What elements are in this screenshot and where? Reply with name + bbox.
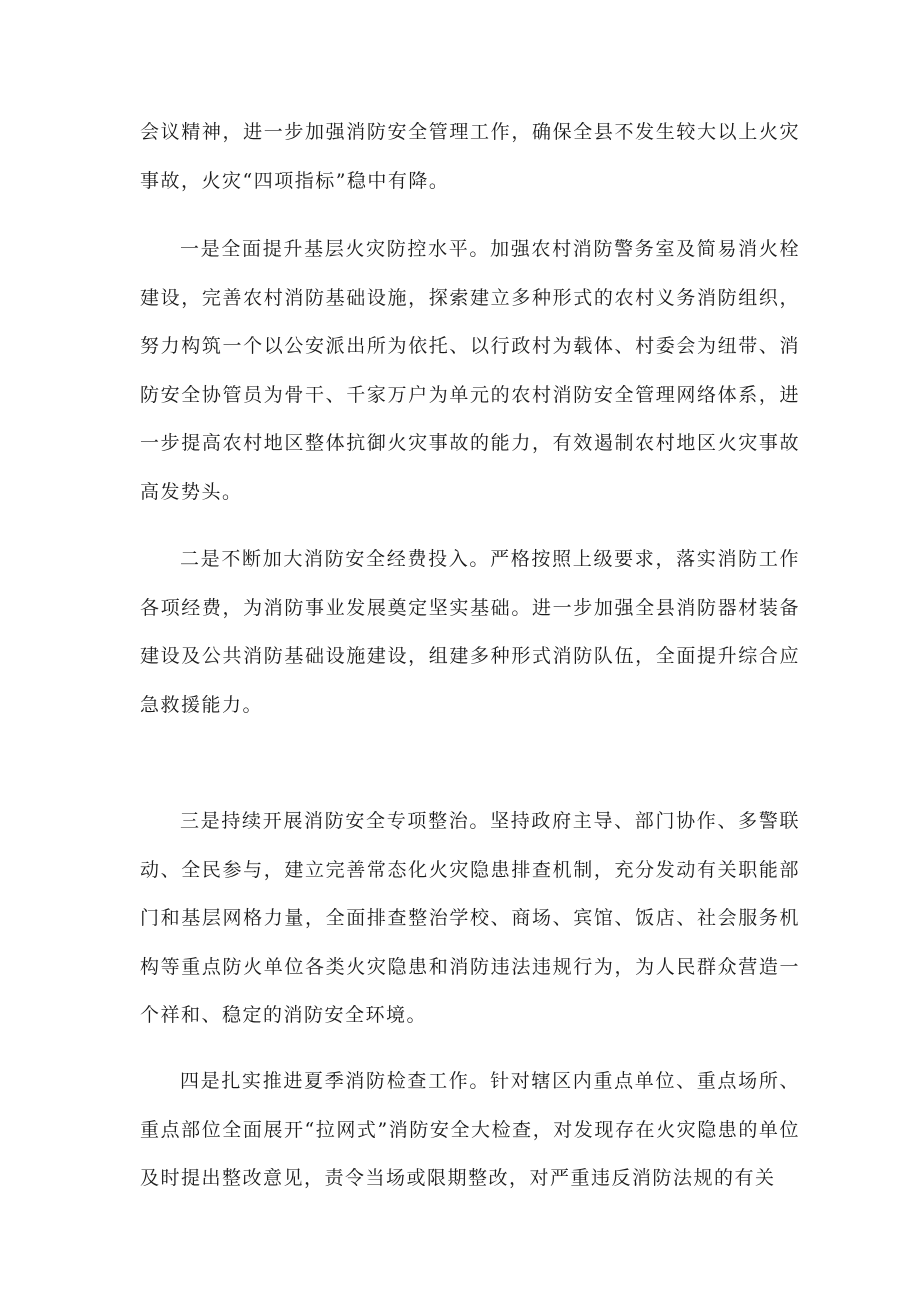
paragraph-special-rectification: 三是持续开展消防安全专项整治。坚持政府主导、部门协作、多警联动、全民参与，建立完善常态化火灾隐患排查机制，充分发动有关职能部门和基层网格力量，全面排查整治学校、商场、宾馆、饭店、社会服务机构等重点防火单位各类火灾隐患和消防违法违规行为，为人民群众营造一个祥和、稳定的消防安全环境。 [140,810,800,1027]
paragraph-summer-inspection: 四是扎实推进夏季消防检查工作。针对辖区内重点单位、重点场所、重点部位全面展开“拉网式”消防安全大检查，对发现存在火灾隐患的单位及时提出整改意见，责令当场或限期整改，对严重违反消防法规的有关 [140,1070,800,1190]
paragraph-fire-funding: 二是不断加大消防安全经费投入。严格按照上级要求，落实消防工作各项经费，为消防事业发展奠定坚实基础。进一步加强全县消防器材装备建设及公共消防基础设施建设，组建多种形式消防队伍，全面提升综合应急救援能力。 [140,548,800,716]
paragraph-continuation: 会议精神，进一步加强消防安全管理工作，确保全县不发生较大以上火灾事故，火灾“四项指标”稳中有降。 [140,121,800,192]
paragraph-rural-fire-control: 一是全面提升基层火灾防控水平。加强农村消防警务室及简易消火栓建设，完善农村消防基础设施，探索建立多种形式的农村义务消防组织，努力构筑一个以公安派出所为依托、以行政村为载体、村委会为纽带、消防安全协管员为骨干、千家万户为单元的农村消防安全管理网络体系，进一步提高农村地区整体抗御火灾事故的能力，有效遏制农村地区火灾事故高发势头。 [140,238,800,503]
